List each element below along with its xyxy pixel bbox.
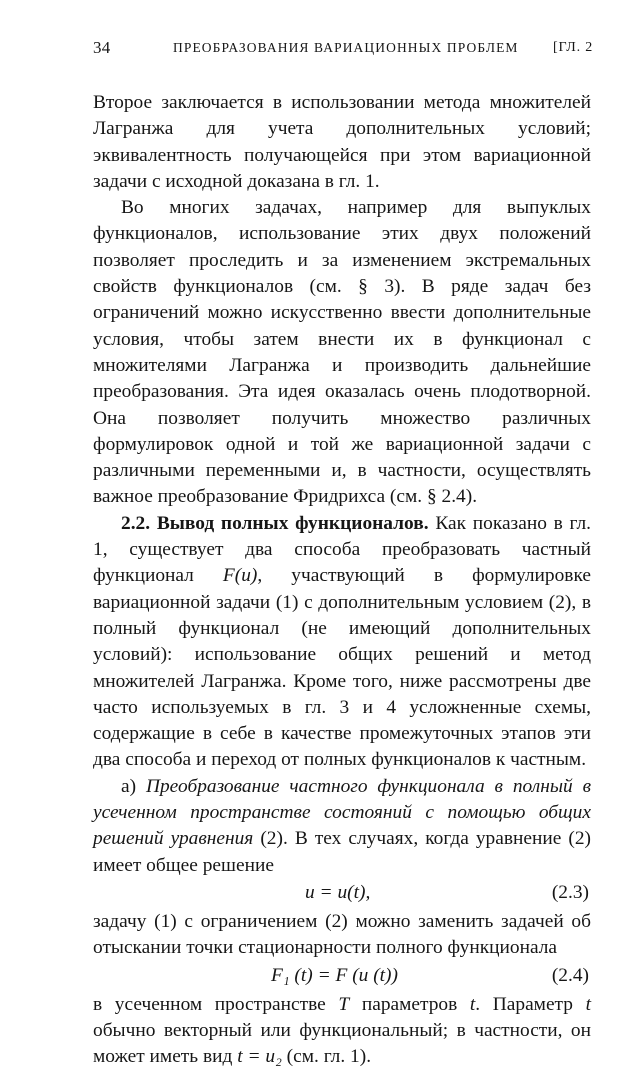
paragraph-stationarity: задачу (1) с ограничением (2) можно заменить задачей об отыскании точки стационарности полного функционала (93, 909, 591, 962)
paragraph-item-a (93, 774, 591, 879)
equation-formula: u = u(t), (305, 880, 370, 906)
book-page (93, 38, 591, 1070)
equation-number: (2.3) (552, 880, 589, 906)
text-part: параметров (349, 994, 470, 1015)
section-title: 2.2. Вывод полных функционалов. (121, 513, 429, 534)
running-head (93, 38, 591, 62)
equation-number: (2.4) (552, 963, 589, 989)
text-part: . Параметр (475, 994, 585, 1015)
paragraph-section-2-2 (93, 511, 591, 774)
paragraph-lagrange: Второе заключается в использовании метода множителей Лагранжа для учета дополнительных условий; эквивалентность получающейся при этом вариационной задачи с исходной доказана в гл. 1. (93, 90, 591, 195)
running-head-title: ПРЕОБРАЗОВАНИЯ ВАРИАЦИОННЫХ ПРОБЛЕМ (173, 40, 519, 56)
inline-equation: t = u₂ (237, 1046, 282, 1067)
equation-2-4 (93, 963, 591, 991)
body-text (93, 90, 591, 1070)
paragraph-truncated-space (93, 992, 591, 1070)
symbol-t: t (586, 994, 591, 1015)
equation-2-3 (93, 880, 591, 908)
text-part: обычно векторный или функциональный; в частности, он может иметь вид (93, 1020, 591, 1067)
paragraph-convex-functionals: Во многих задачах, например для выпуклых функционалов, использование этих двух положений позволяет проследить и за изменением экстремальных свойств функционалов (см. § 3). В ряде задач без ограничений можно искусственно ввести дополнительные условия, чтобы затем внести их в функционал с множителями Лагранжа и производить дальнейшие преобразования. Эта идея оказалась очень плодотворной. Она позволяет получить множество различных формулировок одной и той же вариационной задачи с различными переменными и, в частности, осуществлять важное преобразование Фридрихса (см. § 2.4). (93, 195, 591, 511)
item-italic-heading: Преобразование частного функционала в полный в усеченном пространстве состояний с помощью общих решений уравнения (93, 776, 591, 850)
section-text-part: Как показано в гл. 1, существует два способа преобразовать частный функционал (93, 513, 591, 587)
item-label: а) (121, 776, 146, 797)
symbol-t: t (470, 994, 475, 1015)
symbol-T: T (338, 994, 349, 1015)
equation-formula: F₁ (t) = F (u (t)) (271, 963, 398, 989)
section-text-part: , участвующий в формулировке вариационной задачи (1) с дополнительным условием (2), в полный функционал (не имеющий дополнительных условий): использование общих решений и метод множителей Лагранжа. Кроме того, ниже рассмотрены две часто используемых в гл. 3 и 4 усложненные схемы, содержащие в себе в качестве промежуточных этапов эти два способа и переход от полных функционалов к частным. (93, 565, 591, 770)
text-part: (см. гл. 1). (282, 1046, 371, 1067)
running-head-chapter: [ГЛ. 2 (553, 40, 593, 56)
item-text: (2). В тех случаях, когда уравнение (2) имеет общее решение (93, 828, 591, 875)
functional-symbol: F(u) (223, 565, 257, 586)
text-part: в усеченном пространстве (93, 994, 338, 1015)
page-number: 34 (93, 38, 111, 58)
